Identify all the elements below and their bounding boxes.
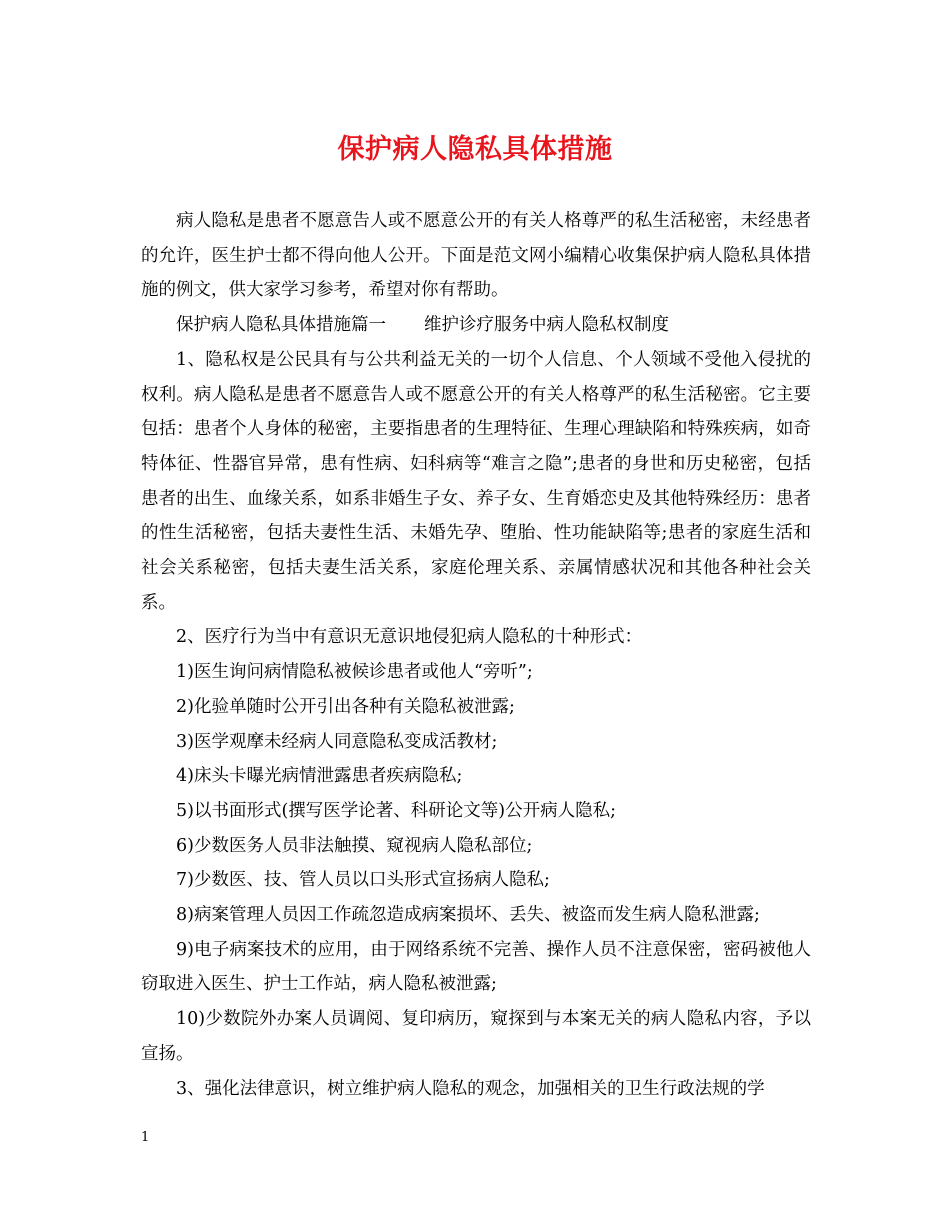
document-body bbox=[141, 204, 811, 1106]
list-item: 3)医学观摩未经病人同意隐私变成活教材; bbox=[176, 731, 498, 752]
list-item: 4)床头卡曝光病情泄露患者疾病隐私; bbox=[176, 766, 463, 787]
paragraph-legal-awareness: 3、强化法律意识，树立维护病人隐私的观念，加强相关的卫生行政法规的学 bbox=[176, 1078, 765, 1099]
paragraph-ten-forms: 2、医疗行为当中有意识无意识地侵犯病人隐私的十种形式： bbox=[176, 627, 643, 648]
page-number: 1 bbox=[141, 1130, 150, 1145]
section-part-label: 保护病人隐私具体措施篇一 bbox=[176, 315, 386, 336]
list-item: 7)少数医、技、管人员以口头形式宣扬病人隐私; bbox=[176, 870, 550, 891]
list-item: 1)医生询问病情隐私被候诊患者或他人“旁听”; bbox=[176, 662, 533, 683]
paragraph-privacy-definition: 1、隐私权是公民具有与公共利益无关的一切个人信息、个人领域不受他入侵扰的权利。病人隐私是患者不愿意告人或不愿意公开的有关人格尊严的私生活秘密。它主要包括：患者个人身体的秘密，主要指患者的生理特征、生理心理缺陷和特殊疾病，如奇特体征、性器官异常，患有性病、妇科病等“难言之隐”;患者的身世和历史秘密，包括患者的出生、血缘关系，如系非婚生子女、养子女、生育婚恋史及其他特殊经历：患者的性生活秘密，包括夫妻性生活、未婚先孕、堕胎、性功能缺陷等;患者的家庭生活和社会关系秘密，包括夫妻生活关系，家庭伦理关系、亲属情感状况和其他各种社会关系。 bbox=[141, 349, 811, 613]
section-heading bbox=[141, 308, 811, 343]
list-item: 9)电子病案技术的应用，由于网络系统不完善、操作人员不注意保密，密码被他人窃取进入医生、护士工作站，病人隐私被泄露; bbox=[141, 939, 811, 995]
intro-paragraph: 病人隐私是患者不愿意告人或不愿意公开的有关人格尊严的私生活秘密，未经患者的允许，医生护士都不得向他人公开。下面是范文网小编精心收集保护病人隐私具体措施的例文，供大家学习参考，希望对你有帮助。 bbox=[141, 211, 811, 301]
list-item: 10)少数院外办案人员调阅、复印病历，窥探到与本案无关的病人隐私内容，予以宣扬。 bbox=[141, 1009, 811, 1064]
list-item: 5)以书面形式(撰写医学论著、科研论文等)公开病人隐私; bbox=[176, 800, 617, 821]
list-item: 6)少数医务人员非法触摸、窥视病人隐私部位; bbox=[176, 835, 533, 856]
list-item: 2)化验单随时公开引出各种有关隐私被泄露; bbox=[176, 696, 515, 717]
page-title: 保护病人隐私具体措施 bbox=[337, 134, 613, 165]
list-item: 8)病案管理人员因工作疏忽造成病案损坏、丢失、被盗而发生病人隐私泄露; bbox=[176, 905, 760, 926]
section-name: 维护诊疗服务中病人隐私权制度 bbox=[424, 315, 669, 336]
